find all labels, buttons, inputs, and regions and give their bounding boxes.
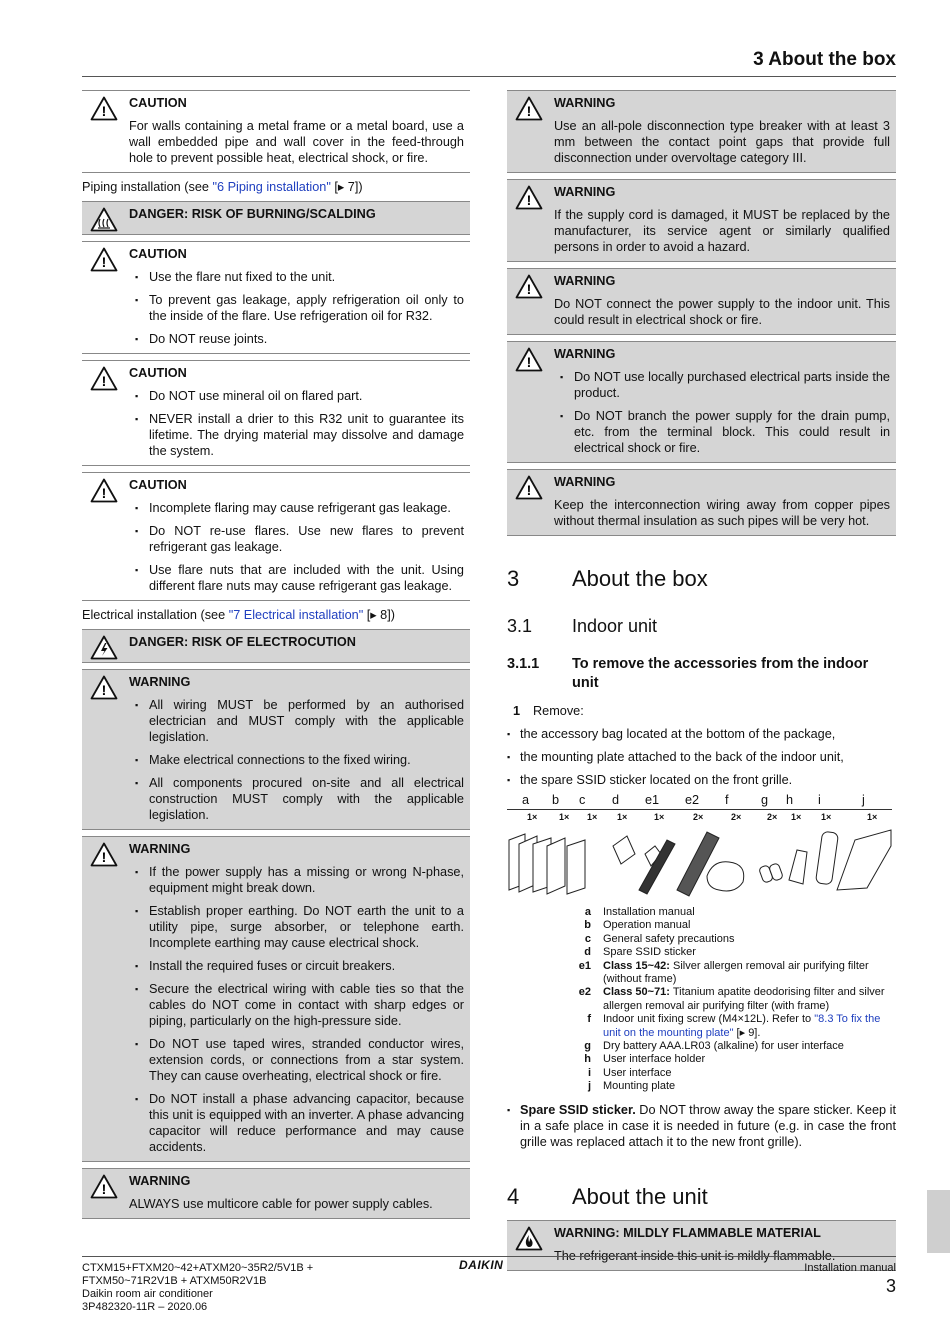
section-title: About the unit (572, 1183, 708, 1209)
accessory-letters (507, 795, 896, 809)
accessory-letter: b (552, 793, 560, 807)
accessories-legend (507, 906, 896, 1094)
quantity-label: 1× (617, 812, 628, 822)
section-title: About the box (572, 566, 708, 591)
quantity-label: 2× (767, 812, 778, 822)
ref-prefix: Electrical installation (see (82, 608, 229, 622)
svg-text:!: ! (101, 682, 107, 698)
warning-triangle-icon (515, 185, 543, 210)
legend-key: a (584, 906, 591, 918)
box-title: WARNING: MILDLY FLAMMABLE MATERIAL (554, 1225, 821, 1240)
section-heading-4 (507, 1184, 896, 1210)
danger-burning-box (82, 201, 470, 235)
section-heading-3-1-1 (507, 655, 896, 693)
list-item: ▪ the accessory bag located at the bottom of the package, (507, 726, 896, 742)
list-item: ▪ Establish proper earthing. Do NOT earth the unit to a utility pipe, surge absorber, or telephone earth. Incomplete earthing may cause electrical shock. (149, 903, 464, 951)
manual-name: Installation manual (804, 1262, 896, 1274)
legend-value: Mounting plate (603, 1080, 676, 1093)
box-title: WARNING (129, 675, 191, 689)
model-line: FTXM50~71R2V1B + ATXM50R2V1B (82, 1275, 267, 1287)
box-title: CAUTION (129, 366, 187, 380)
accessory-letter: j (862, 793, 865, 807)
list-item: ▪ All components procured on-site and all electrical construction MUST comply with the applicable legislation. (149, 775, 464, 823)
legend-class: Class 15~42: (603, 959, 670, 972)
page-footer (82, 1256, 896, 1313)
legend-row (507, 946, 896, 959)
accessory-letter: g (761, 793, 769, 807)
section-heading-3 (507, 566, 896, 592)
warning-list (129, 697, 464, 823)
box-text: Use an all-pole disconnection type breaker with at least 3 mm between the contact point gaps that provide full disconnection under overvoltage category III. (554, 119, 890, 165)
electrical-reference (82, 607, 470, 623)
legend-value: Operation manual (603, 919, 691, 932)
legend-value: User interface holder (603, 1053, 706, 1066)
svg-text:!: ! (101, 373, 107, 389)
quantity-label: 1× (559, 812, 570, 822)
legend-row (507, 986, 896, 1013)
list-item: ▪ Do NOT use mineral oil on flared part. (149, 388, 464, 404)
footer-model-info (82, 1262, 313, 1314)
warning-triangle-icon (90, 1174, 118, 1199)
caution-box (82, 241, 470, 354)
legend-row (507, 933, 896, 946)
section-number: 3.1.1 (507, 656, 540, 672)
legend-row (507, 1013, 896, 1040)
legend-value: Dry battery AAA.LR03 (alkaline) for user interface (603, 1040, 844, 1053)
list-item: ▪ the spare SSID sticker located on the front grille. (507, 772, 896, 788)
list-item: ▪ If the power supply has a missing or wrong N-phase, equipment might break down. (149, 864, 464, 896)
accessories-drawing (507, 810, 892, 898)
box-title: DANGER: RISK OF ELECTROCUTION (129, 635, 356, 649)
warning-triangle-icon (515, 347, 543, 372)
list-item: ▪ NEVER install a drier to this R32 unit to guarantee its lifetime. The drying material may dissolve and damage the system. (149, 411, 464, 459)
warning-triangle-icon (90, 247, 118, 272)
side-tab (927, 1190, 950, 1253)
accessory-letter: a (522, 793, 530, 807)
box-title: WARNING (129, 1174, 191, 1188)
list-item: ▪ Secure the electrical wiring with cable ties so that the cables do NOT come in contact with sharp edges or piping, particularly on the high-pressure side. (149, 981, 464, 1029)
box-text: If the supply cord is damaged, it MUST be replaced by the manufacturer, its service agent or similarly qualified persons in order to avoid a hazard. (554, 208, 890, 254)
section-title: To remove the accessories from the indoor unit (572, 656, 869, 691)
legend-row (507, 1053, 896, 1066)
accessory-letter: f (725, 793, 729, 807)
box-title: CAUTION (129, 478, 187, 492)
list-item: ▪ Do NOT re-use flares. Use new flares to prevent refrigerant gas leakage. (149, 523, 464, 555)
legend-key: f (587, 1013, 591, 1026)
legend-row (507, 919, 896, 932)
box-title: WARNING (554, 274, 616, 288)
box-text: The refrigerant inside this unit is mildly flammable. (554, 1248, 836, 1263)
legend-key: e2 (578, 986, 591, 999)
warning-box (507, 90, 896, 173)
legend-desc: Indoor unit fixing screw (M4×12L). Refer to (603, 1013, 815, 1026)
legend-row (507, 1040, 896, 1053)
svg-text:!: ! (101, 1181, 107, 1197)
note-text: Do NOT throw away the spare sticker. Keep it in a safe place in case it is needed in future (e.g. in case the front grille was replaced attach it to the new front grille). (520, 1102, 896, 1149)
warning-box (82, 836, 470, 1162)
footer-manual-info (804, 1262, 896, 1297)
warning-triangle-icon (90, 366, 118, 391)
accessory-letter: d (612, 793, 620, 807)
legend-row (507, 960, 896, 987)
section-number: 3.1 (507, 616, 533, 636)
list-item: ▪ Do NOT branch the power supply for the drain pump, etc. from the terminal block. This could result in electrical shock or fire. (574, 408, 890, 456)
accessory-letter: i (818, 793, 821, 807)
fix-unit-link[interactable]: "8.3 To fix the unit on the mounting plate" (603, 1013, 881, 1039)
list-item: ▪ Do NOT use taped wires, stranded conductor wires, extension cords, or connections from a star system. They can cause overheating, electrical shock or fire. (149, 1036, 464, 1084)
quantity-label: 2× (693, 812, 704, 822)
legend-desc: Silver allergen removal air purifying filter (without frame) (603, 959, 869, 986)
danger-electrocution-box (82, 629, 470, 663)
svg-text:!: ! (526, 354, 532, 370)
list-item: ▪ Incomplete flaring may cause refrigerant gas leakage. (149, 500, 464, 516)
svg-text:!: ! (101, 849, 107, 865)
accessory-letter: c (579, 793, 586, 807)
note-lead: Spare SSID sticker. (520, 1102, 636, 1117)
box-title: WARNING (554, 475, 616, 489)
caution-list (129, 269, 464, 347)
legend-row (507, 906, 896, 919)
legend-value: General safety precautions (603, 932, 735, 945)
legend-key: e1 (578, 959, 591, 972)
quantity-label: 2× (731, 812, 742, 822)
svg-text:!: ! (526, 281, 532, 297)
piping-installation-link[interactable]: "6 Piping installation" (212, 180, 331, 194)
quantity-label: 1× (867, 812, 878, 822)
legend-key: c (584, 932, 591, 945)
hot-surface-icon (90, 207, 118, 232)
section-number: 3 (507, 566, 520, 591)
box-title: WARNING (554, 96, 616, 110)
legend-value: Spare SSID sticker (603, 946, 696, 959)
caution-box (82, 472, 470, 601)
legend-value (603, 960, 891, 987)
legend-desc: Titanium apatite deodorising filter and silver allergen removal air purifying filter (with frame) (603, 986, 885, 1012)
legend-class: Class 50~71: (603, 986, 670, 999)
quantity-label: 1× (654, 812, 665, 822)
quantity-label: 1× (587, 812, 598, 822)
caution-box (82, 360, 470, 466)
right-column (507, 90, 896, 1277)
svg-text:!: ! (526, 482, 532, 498)
caution-list (129, 500, 464, 594)
list-item: ▪ Do NOT install a phase advancing capacitor, because this unit is equipped with an inverter. A phase advancing capacitor will reduce performance and may cause accidents. (149, 1091, 464, 1155)
box-title: WARNING (554, 347, 616, 361)
list-item: ▪ Use flare nuts that are included with the unit. Using different flare nuts may cause refrigerant gas leakage. (149, 562, 464, 594)
warning-triangle-icon (515, 274, 543, 299)
spare-sticker-note (507, 1102, 896, 1150)
page-header (82, 46, 896, 77)
svg-text:!: ! (101, 485, 107, 501)
warning-box (82, 669, 470, 830)
quantity-label: 1× (821, 812, 832, 822)
section-title: Indoor unit (572, 616, 658, 636)
warning-box (507, 268, 896, 335)
box-text: Keep the interconnection wiring away from copper pipes without thermal insulation as such pipes will be very hot. (554, 498, 890, 528)
warning-triangle-icon (90, 478, 118, 503)
warning-triangle-icon (515, 475, 543, 500)
accessory-letter: e2 (685, 793, 700, 807)
warning-triangle-icon (90, 675, 118, 700)
electric-shock-icon (90, 635, 118, 660)
box-title: WARNING (554, 185, 616, 199)
piping-reference (82, 179, 470, 195)
step-1 (513, 703, 896, 719)
list-item: ▪ Make electrical connections to the fixed wiring. (149, 752, 464, 768)
accessory-letter: e1 (645, 793, 660, 807)
box-title: CAUTION (129, 96, 187, 110)
svg-text:!: ! (101, 254, 107, 270)
box-title: WARNING (129, 842, 191, 856)
legend-value (603, 1013, 891, 1040)
warning-triangle-icon (515, 96, 543, 121)
ref-suffix: [▸ 7]) (330, 180, 363, 194)
page-title: 3 About the box (753, 49, 896, 70)
list-item: ▪ the mounting plate attached to the back of the indoor unit, (507, 749, 896, 765)
electrical-installation-link[interactable]: "7 Electrical installation" (228, 608, 364, 622)
box-text: For walls containing a metal frame or a metal board, use a wall embedded pipe and wall cover in the feed-through hole to prevent possible heat, electrical shock, or fire. (129, 119, 464, 165)
legend-key: j (587, 1080, 591, 1093)
warning-box (507, 341, 896, 463)
step-text: Remove: (533, 704, 584, 718)
section-heading-3-1 (507, 615, 896, 637)
product-name: Daikin room air conditioner (82, 1288, 213, 1300)
legend-key: b (584, 919, 591, 932)
list-item: ▪ Use the flare nut fixed to the unit. (149, 269, 464, 285)
list-item: ▪ All wiring MUST be performed by an authorised electrician and MUST comply with the applicable legislation. (149, 697, 464, 745)
ref-prefix: Piping installation (see (82, 180, 213, 194)
svg-text:!: ! (526, 192, 532, 208)
legend-desc: [▸ 9]. (733, 1026, 761, 1039)
caution-box (82, 90, 470, 173)
step-number: 1 (513, 704, 521, 718)
legend-key: g (584, 1040, 591, 1053)
list-item: ▪ Do NOT use locally purchased electrical parts inside the product. (574, 369, 890, 401)
accessory-letter: h (786, 793, 794, 807)
flammable-icon (515, 1226, 543, 1251)
document-number: 3P482320-11R – 2020.06 (82, 1301, 208, 1313)
legend-key: h (584, 1053, 591, 1066)
warning-box (507, 179, 896, 262)
section-number: 4 (507, 1183, 520, 1209)
ref-suffix: [▸ 8]) (363, 608, 395, 622)
warning-list (129, 864, 464, 1155)
legend-key: i (587, 1066, 591, 1079)
warning-list (554, 369, 890, 456)
box-text: ALWAYS use multicore cable for power supply cables. (129, 1197, 433, 1211)
warning-box (507, 469, 896, 536)
list-item: ▪ Do NOT reuse joints. (149, 331, 464, 347)
quantity-label: 1× (791, 812, 802, 822)
legend-value: Installation manual (603, 906, 695, 918)
legend-value: User interface (603, 1066, 672, 1079)
list-item: ▪ Install the required fuses or circuit breakers. (149, 958, 464, 974)
svg-text:!: ! (101, 103, 107, 119)
box-title: DANGER: RISK OF BURNING/SCALDING (129, 207, 376, 221)
model-line: CTXM15+FTXM20~42+ATXM20~35R2/5V1B + (82, 1262, 314, 1274)
legend-key: d (584, 946, 591, 959)
box-text: Do NOT connect the power supply to the indoor unit. This could result in electrical shock or fire. (554, 297, 890, 327)
caution-list (129, 388, 464, 459)
svg-text:!: ! (526, 103, 532, 119)
quantity-label: 1× (527, 812, 538, 822)
daikin-logo: DAIKIN (459, 1258, 504, 1272)
list-item: ▪ To prevent gas leakage, apply refrigeration oil only to the inside of the flare. Use refrigeration oil for R32. (149, 292, 464, 324)
legend-row (507, 1080, 896, 1093)
warning-box (82, 1168, 470, 1219)
warning-triangle-icon (90, 842, 118, 867)
accessories-figure (507, 809, 892, 898)
box-title: CAUTION (129, 247, 187, 261)
legend-value (603, 986, 891, 1013)
legend-row (507, 1067, 896, 1080)
warning-triangle-icon (90, 96, 118, 121)
page-number: 3 (885, 1276, 896, 1296)
left-column (82, 90, 470, 1225)
